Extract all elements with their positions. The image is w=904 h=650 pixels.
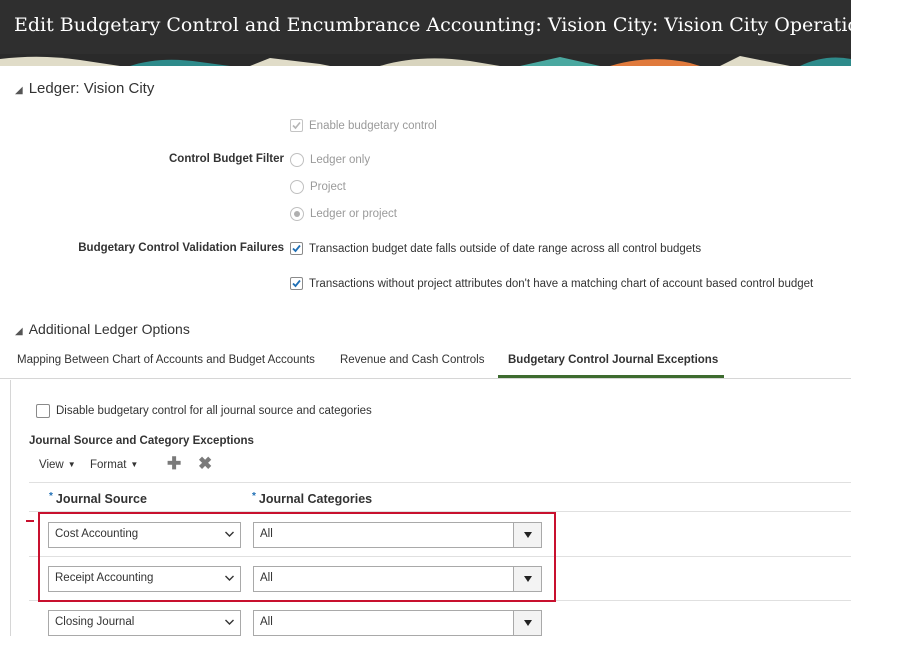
required-asterisk: * xyxy=(49,491,53,502)
plus-icon[interactable]: ✚ xyxy=(167,454,182,473)
validation-project-attributes-label: Transactions without project attributes don't have a matching chart of account based control budget xyxy=(309,277,814,290)
page-header xyxy=(0,0,899,66)
collapse-triangle-icon[interactable]: ◢ xyxy=(15,85,23,96)
tab-journal-exceptions[interactable]: Budgetary Control Journal Exceptions xyxy=(508,354,719,366)
control-budget-filter-label: Control Budget Filter xyxy=(169,153,284,165)
journal-categories-select[interactable] xyxy=(253,610,542,636)
radio-ledger-or-project-label: Ledger or project xyxy=(310,208,397,220)
required-asterisk: * xyxy=(252,491,256,502)
format-menu-label: Format xyxy=(90,459,127,471)
journal-source-select[interactable] xyxy=(48,610,241,636)
enable-budgetary-control-checkbox[interactable] xyxy=(290,119,437,132)
column-header-journal-categories[interactable] xyxy=(252,491,372,506)
journal-source-value: Closing Journal xyxy=(55,616,135,628)
question-circle-icon[interactable]: ? xyxy=(887,18,904,35)
radio-icon xyxy=(290,153,304,167)
radio-ledger-only[interactable] xyxy=(290,153,370,167)
column-header-journal-categories-label: Journal Categories xyxy=(258,492,373,506)
validation-date-range-label: Transaction budget date falls outside of date range across all control budgets xyxy=(309,242,702,255)
radio-ledger-only-label: Ledger only xyxy=(310,154,371,166)
close-x-icon[interactable]: ✖ xyxy=(198,454,213,473)
journal-categories-value: All xyxy=(260,572,273,584)
journal-source-value: Receipt Accounting xyxy=(55,572,154,584)
enable-budgetary-control-label: Enable budgetary control xyxy=(309,119,437,132)
validation-date-range-checkbox[interactable] xyxy=(290,242,701,255)
triangle-down-icon xyxy=(523,619,533,627)
checkbox-icon xyxy=(290,119,303,132)
decorative-banner xyxy=(0,54,851,66)
radio-project[interactable] xyxy=(290,180,346,194)
view-menu-label: View xyxy=(39,459,64,471)
page-title xyxy=(14,14,904,36)
radio-icon xyxy=(290,180,304,194)
radio-ledger-or-project[interactable] xyxy=(290,207,397,221)
exceptions-section-title: Journal Source and Category Exceptions xyxy=(29,435,254,447)
journal-categories-value: All xyxy=(260,528,273,540)
column-header-journal-source-label: Journal Source xyxy=(55,492,147,506)
collapse-triangle-icon[interactable]: ◢ xyxy=(15,326,23,337)
column-header-journal-source[interactable] xyxy=(49,491,147,506)
checkbox-icon xyxy=(36,404,50,418)
ledger-section-header[interactable] xyxy=(15,80,154,97)
tab-bar xyxy=(0,350,851,379)
tab-revenue-cash[interactable]: Revenue and Cash Controls xyxy=(340,354,485,366)
validation-failures-label: Budgetary Control Validation Failures xyxy=(78,242,284,254)
active-tab-indicator xyxy=(498,375,724,378)
journal-categories-value: All xyxy=(260,616,273,628)
format-menu[interactable] xyxy=(90,459,138,471)
row-error-marker xyxy=(26,520,34,522)
journal-source-value: Cost Accounting xyxy=(55,528,139,540)
checkbox-icon xyxy=(290,277,303,290)
highlight-box xyxy=(38,512,556,602)
tab-mapping[interactable]: Mapping Between Chart of Accounts and Budget Accounts xyxy=(17,354,315,366)
caret-down-icon: ▼ xyxy=(130,460,139,469)
page-title-text: Edit Budgetary Control and Encumbrance Accounting: Vision City: Vision City Operations xyxy=(14,14,881,36)
dropdown-button[interactable] xyxy=(513,611,541,635)
validation-project-attributes-checkbox[interactable] xyxy=(290,277,813,290)
additional-options-title: Additional Ledger Options xyxy=(28,321,190,337)
disable-all-checkbox[interactable] xyxy=(36,404,372,418)
chevron-down-icon xyxy=(224,616,235,631)
ledger-section-title: Ledger: Vision City xyxy=(28,80,155,97)
caret-down-icon: ▼ xyxy=(67,460,76,469)
view-menu[interactable] xyxy=(39,459,76,471)
disable-all-label: Disable budgetary control for all journal source and categories xyxy=(56,405,372,417)
radio-project-label: Project xyxy=(310,181,346,193)
radio-selected-icon xyxy=(290,207,304,221)
table-row xyxy=(40,610,851,650)
additional-options-header[interactable] xyxy=(15,321,190,337)
checkbox-icon xyxy=(290,242,303,255)
grid-divider xyxy=(29,482,851,483)
